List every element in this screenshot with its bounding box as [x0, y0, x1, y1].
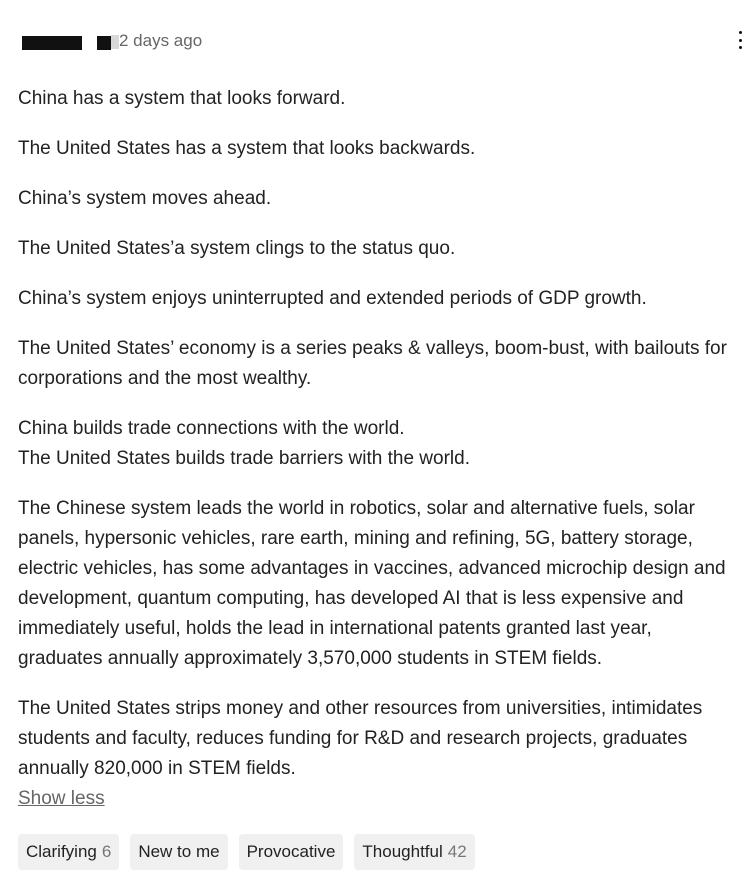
- reaction-thoughtful-button[interactable]: [354, 834, 474, 870]
- redacted-avatar: [97, 36, 111, 50]
- comment-paragraph: China’s system enjoys uninterrupted and extended periods of GDP growth.: [18, 288, 647, 309]
- reaction-count: 42: [447, 842, 467, 861]
- comment: [18, 26, 732, 870]
- reaction-new-to-me-button[interactable]: [130, 834, 227, 870]
- comment-paragraph: The United States has a system that looks backwards.: [18, 138, 476, 159]
- comment-paragraph: The United States builds trade barriers with the world.: [18, 448, 470, 469]
- comment-paragraph: China’s system moves ahead.: [18, 188, 272, 209]
- show-less-link[interactable]: Show less: [18, 788, 105, 809]
- reaction-label: Clarifying: [26, 842, 97, 861]
- reaction-count: 6: [101, 842, 112, 861]
- redacted-badge: [111, 35, 119, 49]
- comment-paragraph: The Chinese system leads the world in robotics, solar and alternative fuels, solar panels, hypersonic vehicles, rare earth, mining and refining, 5G, battery storage, electric vehicles, has some advantages in vaccines, advanced microchip design and development, quantum computing, has developed AI that is less expensive and immediately useful, holds the lead in international patents granted last year, graduates annually approximately 3,570,000 students in STEM fields.: [18, 498, 726, 669]
- comment-paragraph: The United States’a system clings to the status quo.: [18, 238, 456, 259]
- redacted-username: [22, 36, 82, 50]
- comment-body: [18, 84, 732, 784]
- reaction-label: Thoughtful: [362, 842, 443, 861]
- reaction-clarifying-button[interactable]: [18, 834, 119, 870]
- comment-paragraph: The United States’ economy is a series peaks & valleys, boom-bust, with bailouts for corporations and the most wealthy.: [18, 338, 727, 389]
- comment-paragraph: China has a system that looks forward.: [18, 88, 346, 109]
- more-vertical-icon[interactable]: [734, 31, 746, 49]
- reaction-provocative-button[interactable]: [239, 834, 344, 870]
- comment-paragraph: The United States strips money and other resources from universities, intimidates students and faculty, reduces funding for R&D and research projects, graduates annually 820,000 in STEM fields.: [18, 698, 703, 779]
- reaction-label: Provocative: [246, 842, 336, 861]
- comment-paragraph: China builds trade connections with the world.: [18, 418, 405, 439]
- reaction-label: New to me: [138, 842, 220, 861]
- comment-header: [18, 26, 732, 54]
- comment-timestamp: 2 days ago: [119, 31, 203, 50]
- reaction-bar: [18, 834, 732, 870]
